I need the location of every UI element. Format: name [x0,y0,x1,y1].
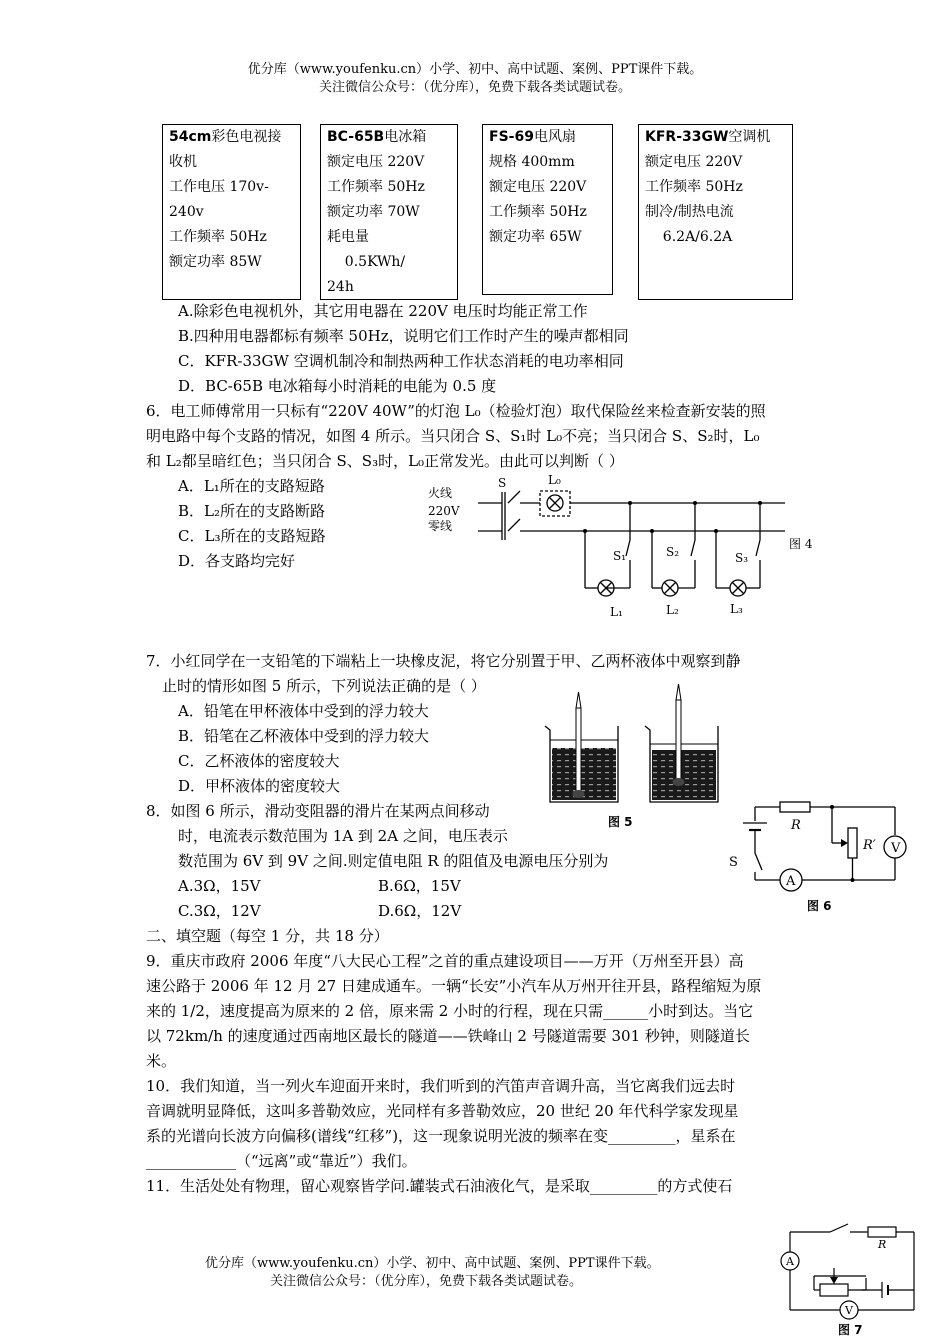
q9-line-3: 来的 1/2，速度提高为原来的 2 倍，原来需 2 小时的行程，现在只需______小时到达。当它 [146,1002,754,1020]
q7-option-b: B．铅笔在乙杯液体中受到的浮力较大 [178,727,430,745]
footer-line-1: 优分库（www.youfenku.cn）小学、初中、高中试题、案例、PPT课件下载。 [205,1256,660,1271]
q8-option-b: B.6Ω，15V [378,877,461,895]
fig4-l1-label: L₁ [610,605,623,619]
q6-line-3: 和 L₂都呈暗红色；当只闭合 S、S₃时，L₀正常发光。由此可以判断（ ） [146,452,624,470]
q5-option-a: A.除彩色电视机外，其它用电器在 220V 电压时均能正常工作 [178,302,588,320]
q5-option-c: C．KFR-33GW 空调机制冷和制热两种工作状态消耗的电功率相同 [178,352,624,370]
q6-option-d: D．各支路均完好 [178,552,296,570]
header-line-1: 优分库（www.youfenku.cn）小学、初中、高中试题、案例、PPT课件下载。 [247,62,703,77]
header-line-2: 关注微信公众号：（优分库），免费下载各类试题试卷。 [318,80,631,95]
q8-option-d: D.6Ω，12V [378,902,462,920]
fig4-s2-label: S₂ [666,545,680,559]
q6-line-2: 明电路中每个支路的情况，如图 4 所示。当只闭合 S、S₁时 L₀不亮；当只闭合 S、S₂时，L₀ [146,427,760,445]
q10-line-3: 系的光谱向长波方向偏移(谱线“红移”)，这一现象说明光波的频率在变_________，星系在 [146,1127,736,1145]
figure-7-circuit [776,1218,926,1342]
q5-option-d: D．BC-65B 电冰箱每小时消耗的电能为 0.5 度 [178,377,497,395]
section-2-title: 二、填空题（每空 1 分，共 18 分） [146,927,389,945]
fig6-caption: 图 6 [807,899,832,913]
q9-line-4: 以 72km/h 的速度通过西南地区最长的隧道——铁峰山 2 号隧道需要 301 秒钟，则隧道长 [146,1027,750,1045]
q8-line-3: 数范围为 6V 到 9V 之间.则定值电阻 R 的阻值及电源电压分别为 [178,852,609,870]
appliance-box-fridge: BC-65B电冰箱 额定电压 220V 工作频率 50Hz 额定功率 70W 耗电量 0.5KWh/ 24h [320,124,458,300]
q6-option-b: B．L₂所在的支路断路 [178,502,325,520]
fig4-s1-label: S₁ [613,549,627,563]
q8-option-c: C.3Ω，12V [178,902,261,920]
q5-option-b: B.四种用电器都标有频率 50Hz，说明它们工作时产生的噪声都相同 [178,327,629,345]
beaker-jia [545,692,618,802]
q7-line-1: 7．小红同学在一支铅笔的下端粘上一块橡皮泥，将它分别置于甲、乙两杯液体中观察到静 [146,652,741,670]
fig7-r-label: R [878,1238,887,1251]
q9-line-1: 9．重庆市政府 2006 年度“八大民心工程”之首的重点建设项目——万开（万州至开县）高 [146,952,744,970]
q10-line-1: 10．我们知道，当一列火车迎面开来时，我们听到的汽笛声音调升高，当它离我们远去时 [146,1077,736,1095]
q7-option-c: C．乙杯液体的密度较大 [178,752,340,770]
fig6-r-label: R [791,818,801,833]
fig4-l3-label: L₃ [730,602,743,616]
q6-line-1: 6．电工师傅常用一只标有“220V 40W”的灯泡 L₀（检验灯泡）取代保险丝来检查新安装的照 [146,402,766,420]
q9-line-5: 米。 [146,1052,177,1070]
q9-line-2: 速公路于 2006 年 12 月 27 日建成通车。一辆“长安”小汽车从万州开往开县，路程缩短为原 [146,977,762,995]
q7-option-a: A．铅笔在甲杯液体中受到的浮力较大 [178,702,429,720]
q8-option-a: A.3Ω，15V [178,877,261,895]
footer-line-2: 关注微信公众号：（优分库），免费下载各类试题试卷。 [270,1274,583,1289]
figure-5-beakers [540,680,730,830]
figure-6-circuit [725,795,925,920]
q11-line-1: 11．生活处处有物理，留心观察皆学问.罐装式石油液化气，是采取_________的方式使石 [146,1177,733,1195]
q6-option-c: C．L₃所在的支路短路 [178,527,326,545]
fig4-voltage-label: 220V [428,504,460,518]
beaker-yi [645,684,718,802]
fig4-caption: 图 4 [789,537,813,551]
q8-line-1: 8．如图 6 所示，滑动变阻器的滑片在某两点间移动 [146,802,490,820]
figure-4-circuit [420,470,820,622]
fig4-neutral-label: 零线 [428,519,453,533]
appliance-box-ac: KFR-33GW空调机 额定电压 220V 工作频率 50Hz 制冷/制热电流 6.2A/6.2A [638,124,793,300]
fig7-caption: 图 7 [838,1323,863,1337]
q6-option-a: A．L₁所在的支路短路 [178,477,325,495]
fig4-fire-label: 火线 [428,486,453,500]
fig7-v-label: V [845,1304,853,1317]
fig4-s3-label: S₃ [735,551,749,565]
fig6-v-label: V [891,841,901,856]
appliance-box-fan: FS-69电风扇 规格 400mm 额定电压 220V 工作频率 50Hz 额定功率 65W [482,124,613,295]
q7-line-2: 止时的情形如图 5 所示，下列说法正确的是（ ） [162,677,486,695]
fig4-l0-label: L₀ [548,473,561,487]
q7-option-d: D．甲杯液体的密度较大 [178,777,341,795]
q10-line-2: 音调就明显降低，这叫多普勒效应，光同样有多普勒效应，20 世纪 20 年代科学家发现星 [146,1102,739,1120]
fig6-s-label: S [729,855,738,870]
q8-line-2: 时，电流表示数范围为 1A 到 2A 之间，电压表示 [178,827,508,845]
fig6-rp-label: R′ [863,838,876,853]
fig4-s-label: S [498,476,507,490]
fig4-l2-label: L₂ [666,603,679,617]
q10-line-4: ____________（“远离”或“靠近”）我们。 [146,1152,417,1170]
appliance-box-tv: 54cm彩色电视接 收机 工作电压 170v- 240v 工作频率 50Hz 额定功率 85W [162,124,301,300]
fig7-a-label: A [786,1255,794,1268]
fig5-caption: 图 5 [608,815,633,829]
fig6-a-label: A [786,874,796,889]
